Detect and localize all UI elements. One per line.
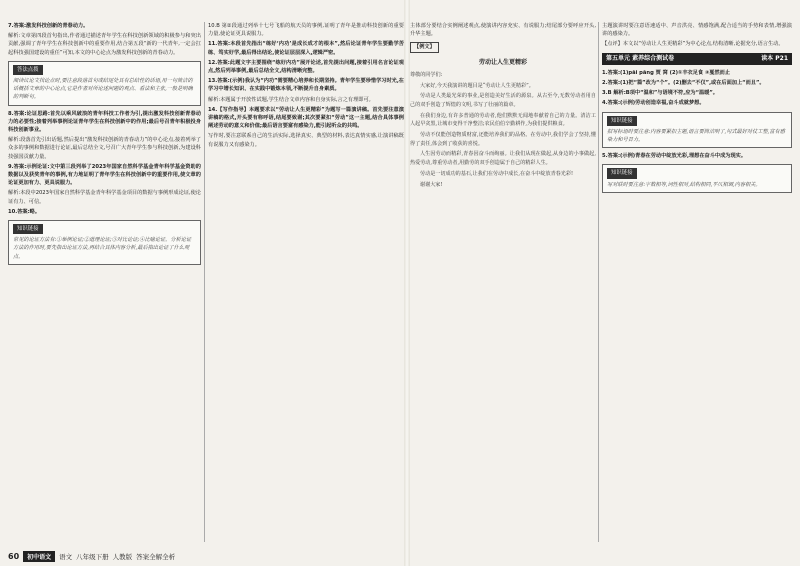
essay-title: 劳动让人生更精彩 bbox=[478, 58, 527, 66]
answer-q9: 9.答案:示例论证:文中第三段列举了2023年国家自然科学基金青年科学基金资助的数据以及获奖青年的事例,有力地证明了青年学生在科技创新中的重要作用,使文章的论证更加有力、更具说服力。 bbox=[8, 163, 201, 187]
column-divider bbox=[598, 22, 599, 542]
essay-intro: 主体部分要结合实例阐述观点,使演讲内容充实、有说服力;结尾部分要呼应开头,升华主题。 bbox=[410, 23, 596, 38]
explanation-q7: 解析:文章第四段首句指出,作者通过描述青年学生在科技创新领域的积极参与和突出贡献,强调了青年学生在科技创新中的重要作用,结合第五段“新的一代青年,一定会扛起科技强国建设的重任”可知,本文的中心论点为激发科技创新的青春动力。 bbox=[8, 33, 201, 56]
writing-guide-q14: 14.【写作指导】本题要求以“劳动让人生更精彩”为题写一篇演讲稿。首先要注意演讲稿的格式,开头要有称呼语,结尾要致谢;其次要紧扣“劳动”这一主题,结合具体事例阐述劳动的意义和价值;最后语言要富有感染力,能引起听众的共鸣。 bbox=[208, 106, 404, 130]
essay-paragraph: 人生因劳动而精彩,青春因奋斗而绚丽。让我们从现在做起,从身边的小事做起,热爱劳动,尊重劳动者,用勤劳的双手创造属于自己的精彩人生。 bbox=[410, 151, 596, 167]
writing-guide-q14-more: 写作时,要注意联系自己的生活实际,选择真实、典型的材料,表达真情实感,让演讲稿既有说服力又有感染力。 bbox=[208, 133, 404, 148]
essay-comment: 【点评】本文以“劳动让人生更精彩”为中心论点,结构清晰,论据充分,语言生动。 bbox=[602, 41, 784, 48]
column-1 bbox=[8, 22, 201, 269]
column-divider bbox=[204, 22, 205, 542]
essay-paragraph: 谢谢大家! bbox=[420, 181, 443, 188]
essay-paragraph: 劳动不仅能创造物质财富,还能培养我们的品格。在劳动中,我们学会了坚持,懂得了责任,体会到了收获的喜悦。 bbox=[410, 132, 596, 147]
knowledge-box-heading: 知识链接 bbox=[607, 168, 637, 178]
page-number: 60 bbox=[8, 552, 20, 561]
speech-tips: 主题演讲时要注意语速适中、声音洪亮、情感饱满,配合适当的手势和表情,增强演讲的感染力。 bbox=[602, 23, 792, 38]
unit-test-title: 第五单元 素养综合测试卷 bbox=[606, 54, 675, 62]
knowledge-box-text: 常见的论证方法有:①举例论证;②道理论证;③对比论证;④比喻论证。分析论证方法的作用时,要先指出论证方法,再结合具体内容分析,最后指出论证了什么观点。 bbox=[13, 237, 192, 260]
column-3 bbox=[410, 22, 596, 191]
answer-2: 2.答案:(1)把“篇”改为“个”。(2)删去“不仅”,或在后面加上“而且”。 bbox=[602, 80, 765, 87]
knowledge-box bbox=[602, 112, 792, 149]
explanation-q9: 解析:本段中2023年国家自然科学基金青年科学基金项目的数据与事例形成论证,使论证有力、可信。 bbox=[8, 190, 201, 205]
answers-label: 答案全解全析 bbox=[136, 553, 176, 561]
answer-q13: 13.答案:(示例)我认为“内功”需要精心培养和长期坚持。青年学生要珍惜学习时光,在学习中增长知识、在实践中锻炼本领,不断提升自身素质。 bbox=[208, 78, 404, 93]
page-footer bbox=[8, 551, 175, 562]
knowledge-box bbox=[8, 220, 201, 265]
brand-logo: 初中语文 bbox=[23, 551, 55, 562]
edition-label: 人教版 bbox=[112, 553, 133, 561]
column-4 bbox=[602, 22, 792, 197]
answer-q8: 8.答案:论证思路:首先以乘风破浪的青年科技工作者为引,提出激发科技创新青春动力的必要性;接着列举事例论证青年学生在科技创新中的作用;最后号召青年积极投身科技创新事业。 bbox=[8, 110, 201, 134]
knowledge-box bbox=[602, 164, 792, 192]
knowledge-box-text: 写对联时要注意:字数相等,词性相对,结构相同,平仄相调,内容相关。 bbox=[607, 181, 761, 188]
example-tag: 【例文】 bbox=[410, 42, 439, 52]
answer-q10: 10.答案:略。 bbox=[8, 208, 41, 215]
explanation-q13: 解析:本题属于开放性试题,学生结合文章内容和自身实际,言之有理即可。 bbox=[208, 96, 374, 103]
answer-4: 4.答案:(示例)劳动创造幸福,奋斗成就梦想。 bbox=[602, 100, 705, 107]
unit-test-heading bbox=[602, 53, 792, 65]
grade-label: 八年级下册 bbox=[76, 553, 109, 561]
column-2 bbox=[208, 22, 404, 151]
answer-q12: 12.答案:此题文字主要围绕“练好内功”展开论述,首先提出问题,接着引用名言论证观点,然后列举事例,最后总结全文,结构清晰完整。 bbox=[208, 59, 404, 75]
essay-paragraph: 在我们身边,有许多普通的劳动者,他们默默无闻地奉献着自己的力量。清洁工人起早贪黑,让城市变得干净整洁;农民伯伯辛勤耕作,为我们提供粮食。 bbox=[410, 112, 596, 128]
tip-box-heading: 答法点拨 bbox=[13, 65, 43, 75]
answer-q7: 7.答案:激发科技创新的青春动力。 bbox=[8, 23, 89, 29]
explanation-q8: 解析:段落首先引出话题,然后提出“激发科技创新的青春动力”的中心论点,接着列举了众多的事例和数据进行论证,最后总结全文,号召广大青年学生参与科技创新,为建设科技强国贡献力量。 bbox=[8, 137, 201, 160]
model-essay bbox=[410, 71, 596, 189]
tip-box bbox=[8, 61, 201, 106]
essay-paragraph: 大家好,今天我演讲的题目是“劳动让人生更精彩”。 bbox=[420, 82, 534, 89]
knowledge-box-heading: 知识链接 bbox=[607, 116, 637, 126]
essay-paragraph: 劳动是人类最光荣的事业,是创造美好生活的源泉。从古至今,无数劳动者用自己的双手创造了辉煌的文明,书写了壮丽的篇章。 bbox=[410, 93, 596, 108]
essay-salutation: 尊敬的同学们: bbox=[410, 71, 443, 78]
knowledge-box-text: 拟写标语时要注意:内容要紧扣主题,语言要简洁明了,句式最好对仗工整,富有感染力和号召力。 bbox=[607, 128, 785, 144]
subject-label: 语文 bbox=[59, 553, 73, 561]
answer-q10b: 10.B 第②段通过列举十七号飞船的航天员的事例,证明了青年是推动科技创新的重要力量,使论证更具说服力。 bbox=[208, 23, 404, 38]
answer-3: 3.B 解析:B项中“温和”与语境不符,应为“温暖”。 bbox=[602, 90, 718, 97]
unit-test-page-ref: 读本 P21 bbox=[761, 54, 788, 62]
answer-1: 1.答案:(1)pāi pāng 贾 窝 (2)①丰衣足食 ②戛然而止 bbox=[602, 69, 731, 76]
answer-5: 5.答案:(示例)青春在劳动中绽放光彩,理想在奋斗中成为现实。 bbox=[602, 153, 747, 160]
essay-paragraph: 劳动是一切成功的基石,让我们在劳动中成长,在奋斗中绽放青春光彩! bbox=[420, 170, 574, 177]
knowledge-box-heading: 知识链接 bbox=[13, 224, 43, 234]
tip-box-text: 阅读议论文找论点时,要注意段落首句或结尾处具有总结性的话语,用一句简洁的话概括文章的中心论点,它是作者对所论述问题的观点、看法和主张,一般是明确的判断句。 bbox=[13, 78, 193, 101]
answer-q11: 11.答案:本段首先指出“练好‘内功’是成长成才的根本”,然后论证青年学生要勤学苦练、笃实好学,最后得出结论,使论证层层深入,逻辑严密。 bbox=[208, 41, 404, 56]
